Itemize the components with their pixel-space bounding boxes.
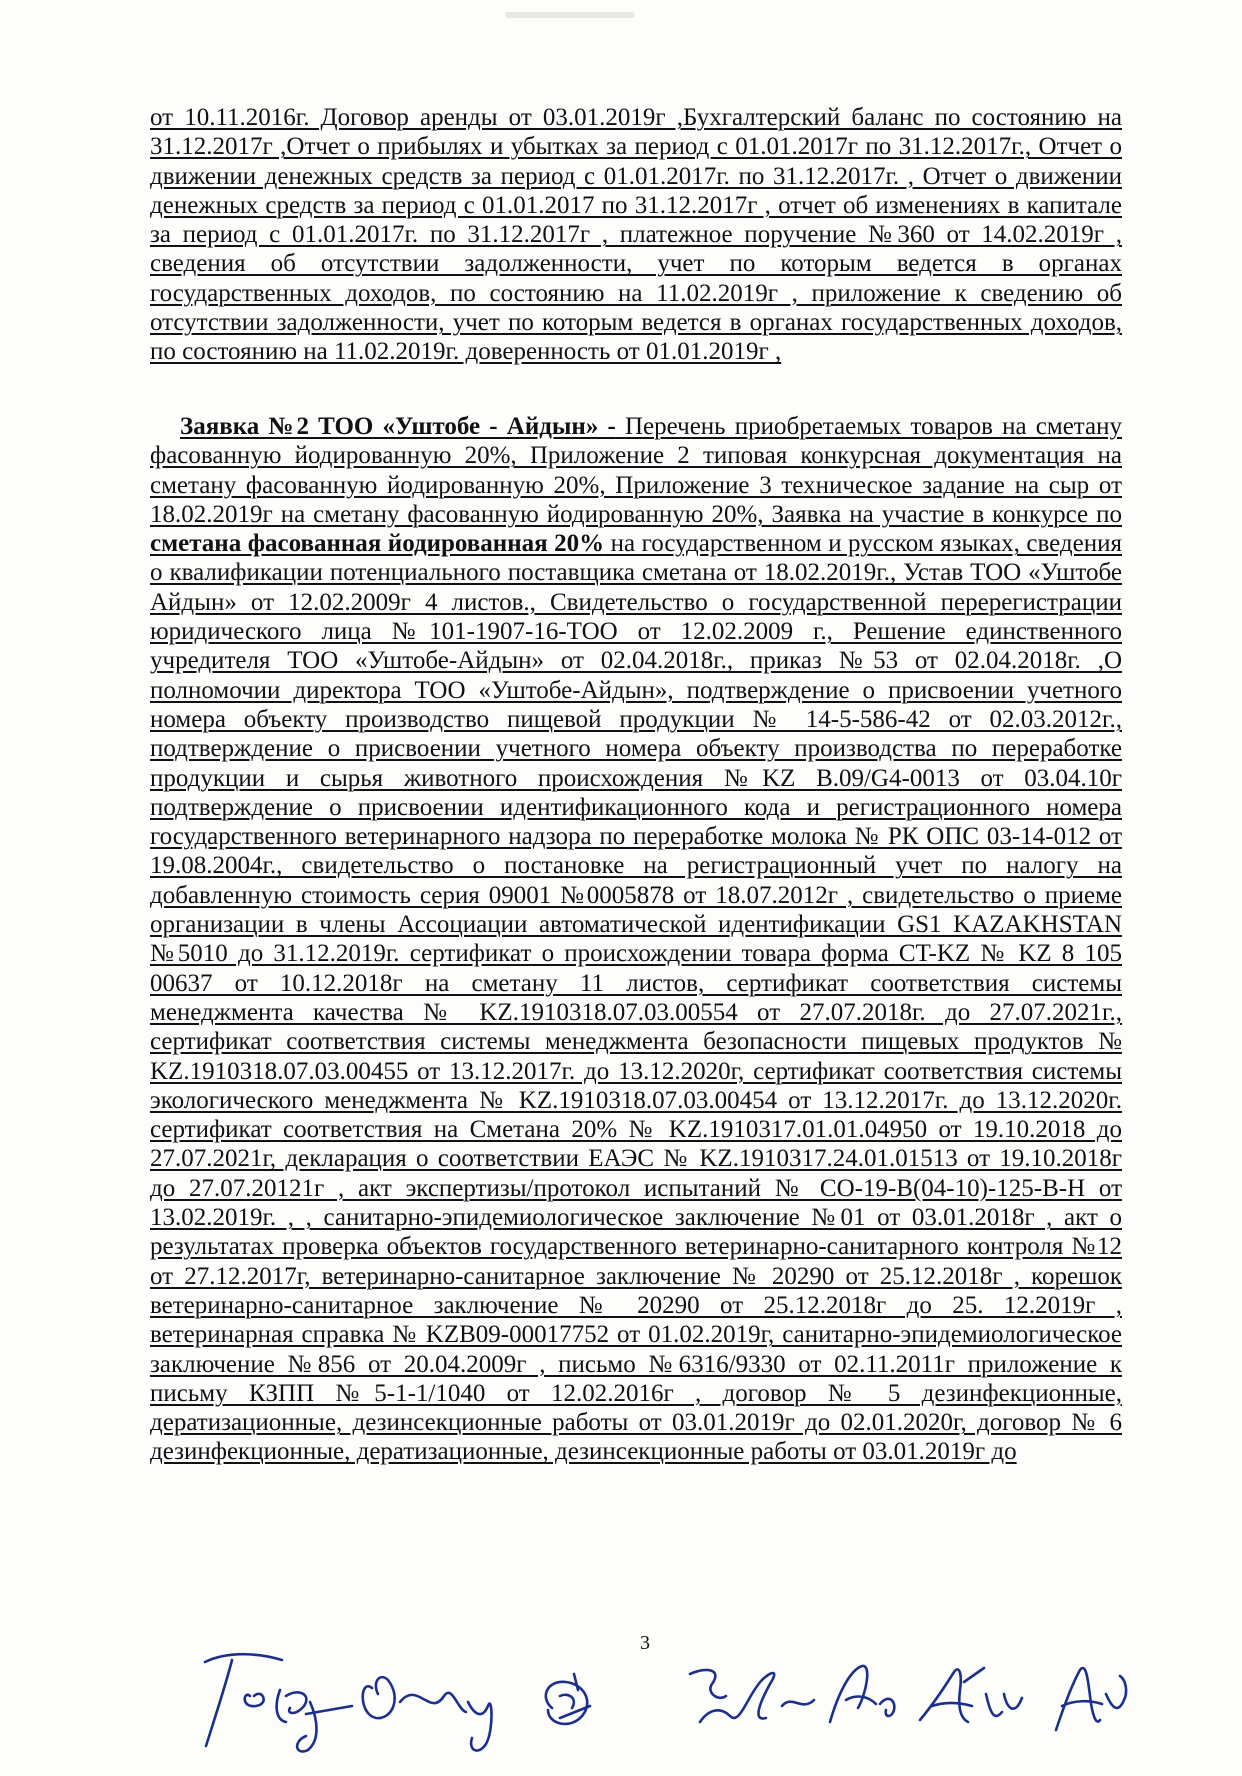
application-2-product-name: сметана фасованная йодированная 20% — [150, 530, 605, 558]
paragraph-continuation — [150, 103, 1122, 367]
signature-5 — [830, 1666, 894, 1722]
paragraph-continuation-text: от 10.11.2016г. Договор аренды от 03.01.2019г ,Бухгалтерский баланс по состоянию на 31.12.2017г ,Отчет о прибылях и убытках за период с 01.01.2017г по 31.12.2017г., Отчет о движении денежных средств за период с 01.01.2017г. по 31.12.2017г. , Отчет о движении денежных средств за период с 01.01.2017 по 31.12.2017г , отчет об изменениях в капитале за период с 01.01.2017г. по 31.12.2017г , платежное поручение №360 от 14.02.2019г , сведения об отсутствии задолженности, учет по которым ведется в органах государственных доходов, по состоянию на 11.02.2019г , приложение к сведению об отсутствии задолженности, учет по которым ведется в органах государственных доходов, по состоянию на 11.02.2019г. доверенность от 01.01.2019г , — [150, 104, 1122, 366]
signature-6 — [920, 1668, 1022, 1722]
signature-2 — [363, 1677, 492, 1750]
application-2-paragraph — [150, 412, 1122, 1467]
signature-1 — [205, 1654, 352, 1751]
application-2-text-part2: на государственном и русском языках, сведения о квалификации потенциального поставщика сметана от 18.02.2019г., Устав ТОО «Уштобе Айдын» от 12.02.2009г 4 листов., Свидетельство о государственной перерегистрации юридического лица №101-1907-16-ТОО от 12.02.2009 г., Решение единственного учредителя ТОО «Уштобе-Айдын» от 02.04.2018г., приказ №53 от 02.04.2018г. ,О полномочии директора ТОО «Уштобе-Айдын», подтверждение о присвоении учетного номера объекту производство пищевой продукции № 14-5-586-42 от 02.03.2012г., подтверждение о присвоении учетного номера объекту производства по переработке продукции и сырья животного происхождения №KZ В.09/G4-0013 от 03.04.10г подтверждение о присвоении идентификационного кода и регистрационного номера государственного ветеринарного надзора по переработке молока № РК ОПС 03-14-012 от 19.08.2004г., свидетельство о постановке на регистрационный учет по налогу на добавленную стоимость серия 09001 №0005878 от 18.07.2012г , свидетельство о приеме организации в члены Ассоциации автоматической идентификации GS1 KAZAKHSTAN №5010 до 31.12.2019г. сертификат о происхождении товара форма CT-KZ № KZ 8 105 00637 от 10.12.2018г на сметану 11 листов, сертификат соответствия системы менеджмента качества № KZ.1910318.07.03.00554 от 27.07.2018г. до 27.07.2021г., сертификат соответствия системы менеджмента безопасности пищевых продуктов № KZ.1910318.07.03.00455 от 13.12.2017г. до 13.12.2020г, сертификат соответствия системы экологического менеджмента № KZ.1910318.07.03.00454 от 13.12.2017г. до 13.12.2020г. сертификат соответствия на Сметана 20% № KZ.1910317.01.01.04950 от 19.10.2018 до 27.07.2021г, декларация о соответствии ЕАЭС № KZ.1910317.24.01.01513 от 19.10.2018г до 27.07.20121г , акт экспертизы/протокол испытаний № CO-19-B(04-10)-125-В-Н от 13.02.2019г. , , санитарно-эпидемиологическое заключение №01 от 03.01.2018г , акт о результатах проверка объектов государственного ветеринарно-санитарного контроля №12 от 27.12.2017г, ветеринарно-санитарное заключение № 20290 от 25.12.2018г , корешок ветеринарно-санитарное заключение № 20290 от 25.12.2018г до 25. 12.2019г , ветеринарная справка № KZB09-00017752 от 01.02.2019г, санитарно-эпидемиологическое заключение №856 от 20.04.2009г , письмо №6316/9330 от 02.11.2011г приложение к письму КЗПП №5-1-1/1040 от 12.02.2016г , договор № 5 дезинфекционные, дератизационные, дезинсекционные работы от 03.01.2019г до 02.01.2020г, договор № 6 дезинфекционные, дератизационные, дезинсекционные работы от 03.01.2019г до — [150, 530, 1122, 1466]
scan-mark — [505, 12, 635, 18]
signature-3 — [546, 1674, 590, 1724]
application-2-text-part1: Перечень приобретаемых товаров на сметану фасованную йодированную 20%, Приложение 2 типовая конкурсная документация на сметану фасованную йодированную 20%, Приложение 3 техническое задание на сыр от 18.02.2019г на сметану фасованную йодированную 20%, Заявка на участие в конкурсе по — [150, 413, 1123, 528]
signatures-svg — [0, 1610, 1242, 1760]
signature-7 — [1056, 1668, 1126, 1730]
application-2-heading: Заявка №2 ТОО «Уштобе - Айдын» - — [180, 413, 616, 440]
page-number: 3 — [640, 1632, 650, 1654]
signatures-area — [0, 1610, 1242, 1760]
signature-4 — [690, 1670, 814, 1722]
